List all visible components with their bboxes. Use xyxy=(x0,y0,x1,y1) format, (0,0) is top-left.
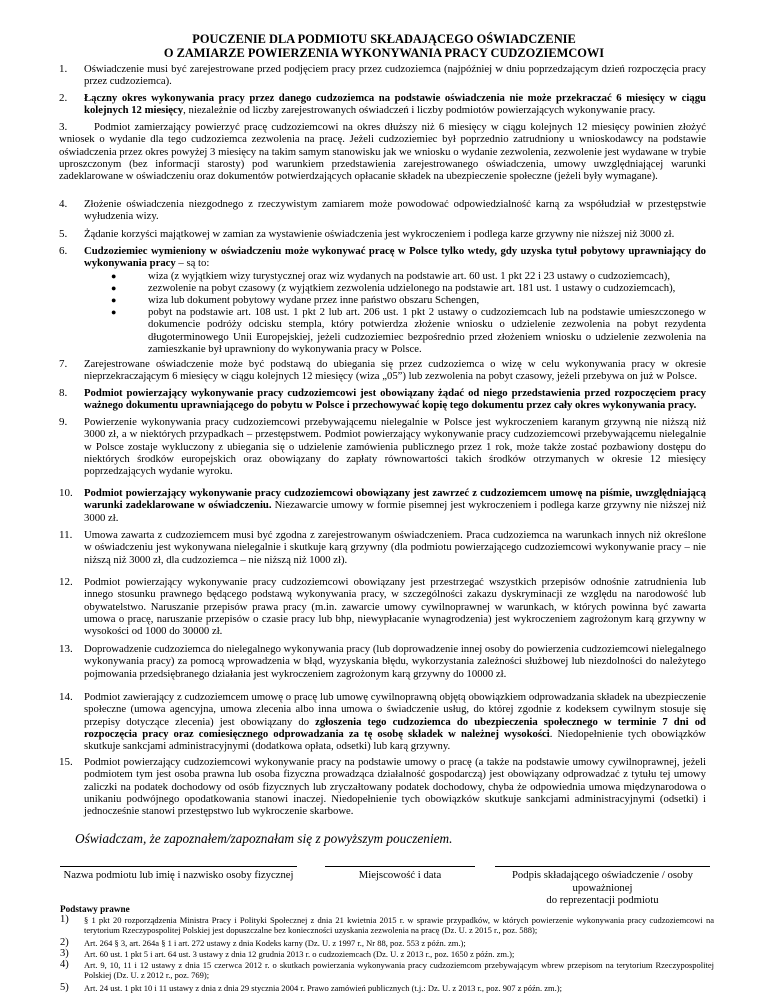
item-14-intro: Podmiot zawierający z cudzoziemcem umowę o pracę lub umowę cywilnoprawną objętą obowiązkiem odprowadzania składek na ubezpieczenie społeczne (umowa agencyjna, umowa zlecenia albo inna umowa o świadczenie usług, do której zgodnie z kodeksem cywilnym stosuje się przepisy dotyczące zlecenia) jest obowiązany do xyxy=(84,691,706,728)
bullet-3-icon: ● xyxy=(111,295,117,305)
item-number-5: 5. xyxy=(59,228,68,240)
legal-basis-heading: Podstawy prawne xyxy=(60,904,130,914)
item-15-text: Podmiot powierzający cudzoziemcowi wykonywanie pracy na podstawie umowy o pracę (a także na podstawie umowy cywilnoprawnej, jeżeli podmiotem tym jest osoba prawna lub osoba fizyczna prowadząca działalność gospodarczą) jest obowiązany odprowadzać z tytułu tej umowy zaliczki na podatek dochodowy od osób fizycznych lub zryczałtowany podatek dochodowy, chyba że odpowiednia umowa międzynarodowa o unikaniu podwójnego opodatkowania stanowi inaczej. Niedopełnienie tych obowiązków skutkuje sankcjami administracyjnymi (odsetki) i jednocześnie stanowi przestępstwo lub wykroczenie skarbowe. xyxy=(84,756,706,818)
title-line-1: POUCZENIE DLA PODMIOTU SKŁADAJĄCEGO OŚWIADCZENIE xyxy=(192,32,576,46)
item-3-text: Podmiot zamierzający powierzyć pracę cudzoziemcowi na okres dłuższy niż 6 miesięcy w ciągu kolejnych 12 miesięcy powinien złożyć wniosek o wydanie dla tego cudzoziemca zezwolenia na pracę. Jeżeli cudzoziemiec był poprzednio zatrudniony u wnioskodawcy na podstawie oświadczenia przez okres powyżej 3 miesięcy na takim samym stanowisku jak we wniosku o wydanie zezwolenia, zezwolenie jest wydawane w trybie uproszczonym (bez informacji starosty) pod warunkiem przedstawienia zarejestrowanego oświadczenia, umowy uwzględniającej warunki zadeklarowane w oświadczeniu oraz dokumentów potwierdzających opłacanie składek na ubezpieczenie społeczne (jeżeli były wymagane). xyxy=(59,121,706,183)
footnote-number-2: 2) xyxy=(60,937,69,948)
item-number-10: 10. xyxy=(59,487,73,499)
item-14-bold: zgłoszenia tego cudzoziemca do ubezpieczenia społecznego w terminie 7 dni od rozpoczęcia pracy oraz comiesięcznego odprowadzania za tę osobę składek w należnej wysokości xyxy=(84,715,706,740)
item-number-2: 2. xyxy=(59,92,68,104)
item-10-rest: Niezawarcie umowy w formie pisemnej jest wykroczeniem i podlega karze grzywny nie niższej niż 3000 zł. xyxy=(84,499,706,524)
footnote-3: Art. 60 ust. 1 pkt 5 i art. 64 ust. 3 ustawy z dnia 12 grudnia 2013 r. o cudzoziemcach (Dz. U. z 2013 r., poz. 1650 z późn. zm.); xyxy=(84,949,515,959)
footnote-number-3: 3) xyxy=(60,948,69,959)
item-7-text: Zarejestrowane oświadczenie może być podstawą do ubiegania się przez cudzoziemca o wizę w celu wykonywania pracy w okresie nieprzekraczającym 6 miesięcy w ciągu kolejnych 12 miesięcy (wiza „05”) lub zezwolenia na pobyt czasowy, jeżeli przebywa on już w Polsce. xyxy=(84,358,706,383)
item-12-text: Podmiot powierzający wykonywanie pracy cudzoziemcowi obowiązany jest przestrzegać wszystkich przepisów odnośnie zatrudnienia lub innego stosunku prawnego będącego podstawą wykonywania pracy, w szczególności zakazu dyskryminacji ze względu na narodowość lub obywatelstwo. Naruszanie przepisów prawa pracy (m.in. zawarcie umowy cywilnoprawnej w warunkach, w których powinna być zawarta umowa o pracę, naruszanie przepisów o czasie pracy lub bhp, niewypłacanie wynagrodzenia) jest wykroczeniem zagrożonym karą grzywny w wysokości od 1000 do 30000 zł. xyxy=(84,576,706,638)
item-6-rest: – są to: xyxy=(175,257,210,270)
footnote-number-1: 1) xyxy=(60,914,69,925)
item-number-9: 9. xyxy=(59,416,68,428)
declaration-text: Oświadczam, że zapoznałem/zapoznałam się z powyższym pouczeniem. xyxy=(75,831,453,846)
item-14-text xyxy=(84,691,706,752)
item-4-text: Złożenie oświadczenia niezgodnego z rzeczywistym zamiarem może powodować odpowiedzialność karną za współudział w przestępstwie wyłudzenia wizy. xyxy=(84,198,706,223)
item-8-text: Podmiot powierzający wykonywanie pracy cudzoziemcowi jest obowiązany żądać od niego przedstawienia przed rozpoczęciem pracy ważnego dokumentu uprawniającego do pobytu w Polsce i przechowywać kopię tego dokumentu przez cały okres wykonywania pracy. xyxy=(84,387,706,412)
item-2-text xyxy=(84,92,706,117)
bullet-4-text: pobyt na podstawie art. 108 ust. 1 pkt 2 lub art. 206 ust. 1 pkt 2 ustawy o cudzoziemcach lub na podstawie umieszczonego w dokumencie podróży odcisku stempla, który potwierdza złożenie wniosku o udzielenie zezwolenia na pobyt rezydenta długoterminowego Unii Europejskiej, jeżeli cudzoziemiec bezpośrednio przed złożeniem wniosku o udzielenie zezwolenia na zamieszkanie był uprawniony do wykonywania pracy w Polsce. xyxy=(148,306,706,355)
footnote-2: Art. 264 § 3, art. 264a § 1 i art. 272 ustawy z dnia Kodeks karny (Dz. U. z 1997 r., Nr 88, poz. 553 z późn. zm.); xyxy=(84,938,466,948)
item-number-15: 15. xyxy=(59,756,73,768)
bullet-3-text: wiza lub dokument pobytowy wydane przez inne państwo obszaru Schengen, xyxy=(148,294,480,306)
item-number-7: 7. xyxy=(59,358,68,370)
caption-place-date: Miejscowość i data xyxy=(358,869,442,881)
footnote-1: § 1 pkt 20 rozporządzenia Ministra Pracy i Polityki Społecznej z dnia 21 kwietnia 2015 r. w sprawie przypadków, w których powierzenie wykonywania pracy cudzoziemcowi na terytorium Rzeczypospolitej Polskiej jest dopuszczalne bez konieczności uzyskania zezwolenia na pracę (Dz. U. z 2015 r., poz. 588); xyxy=(84,915,714,936)
item-number-4: 4. xyxy=(59,198,68,210)
item-number-13: 13. xyxy=(59,643,73,655)
item-5-text: Żądanie korzyści majątkowej w zamian za wystawienie oświadczenia jest wykroczeniem i podlega karze grzywny nie niższej niż 3000 zł. xyxy=(84,228,675,240)
signature-line-name[interactable] xyxy=(60,866,297,867)
bullet-1-text: wiza (z wyjątkiem wizy turystycznej oraz wiz wydanych na podstawie art. 60 ust. 1 pkt 22 i 23 ustawy o cudzoziemcach), xyxy=(148,270,671,282)
footnote-number-5: 5) xyxy=(60,982,69,993)
item-2-rest: , niezależnie od liczby zarejestrowanych oświadczeń i liczby podmiotów powierzających wykonywanie pracy. xyxy=(183,104,656,117)
item-13-text: Doprowadzenie cudzoziemca do nielegalnego wykonywania pracy (lub doprowadzenie innej osoby do powierzenia cudzoziemcowi nielegalnego wykonywania pracy) za pomocą wprowadzenia w błąd, wyzyskania błędu, wykorzystania zależności służbowej lub niezdolności do należytego pojmowania przedsiębranego działania jest wykroczeniem zagrożonym karą grzywny do 10000 zł. xyxy=(84,643,706,680)
signature-line-signature[interactable] xyxy=(495,866,710,867)
bullet-4-icon: ● xyxy=(111,307,117,317)
item-number-14: 14. xyxy=(59,691,73,703)
bullet-2-text: zezwolenie na pobyt czasowy (z wyjątkiem zezwolenia udzielonego na podstawie art. 181 ust. 1 ustawy o cudzoziemcach), xyxy=(148,282,676,294)
item-1-text: Oświadczenie musi być zarejestrowane przed podjęciem pracy przez cudzoziemca (najpóźniej w dniu poprzedzającym dzień rozpoczęcia pracy przez cudzoziemca). xyxy=(84,63,706,88)
caption-signature xyxy=(485,869,720,907)
caption-name: Nazwa podmiotu lub imię i nazwisko osoby fizycznej xyxy=(63,869,294,881)
item-number-11: 11. xyxy=(59,529,73,541)
item-11-text: Umowa zawarta z cudzoziemcem musi być zgodna z zarejestrowanym oświadczeniem. Praca cudzoziemca na warunkach innych niż określone w oświadczeniu jest wykonywana nielegalnie i skutkuje karą grzywny (dla podmiotu powierzającego cudzoziemcowi wykonywanie pracy – nie niższą niż 3000 zł, dla cudzoziemca – nie niższą niż 1000 zł). xyxy=(84,529,706,566)
bullet-2-icon: ● xyxy=(111,283,117,293)
item-9-text: Powierzenie wykonywania pracy cudzoziemcowi przebywającemu nielegalnie w Polsce jest wykroczeniem karanym grzywną nie niższą niż 3000 zł, a w niektórych przypadkach – przestępstwem. Podmiot powierzający wykonywanie pracy cudzoziemcowi przebywającemu nielegalnie w Polsce zostaje wykluczony z ubiegania się o udzielenie zamówienia publicznego przez 1 rok, może także zostać pozbawiony dostępu do niektórych środków europejskich oraz obowiązany do zapłaty równowartości takich środków otrzymanych w okresie 12 miesięcy poprzedzających wydanie wyroku. xyxy=(84,416,706,478)
footnote-4: Art. 9, 10, 11 i 12 ustawy z dnia 15 czerwca 2012 r. o skutkach powierzania wykonywania pracy cudzoziemcom przebywającym wbrew przepisom na terytorium Rzeczypospolitej Polskiej (Dz. U. z 2012 r., poz. 769); xyxy=(84,960,714,981)
item-number-6: 6. xyxy=(59,245,68,257)
signature-line-place-date[interactable] xyxy=(325,866,475,867)
footnote-number-4: 4) xyxy=(60,959,69,970)
item-6-text xyxy=(84,245,706,270)
item-6-bold: Cudzoziemiec wymieniony w oświadczeniu może wykonywać pracę w Polsce tylko wtedy, gdy uzyska tytuł pobytowy uprawniający do wykonywania pracy xyxy=(84,245,706,270)
item-10-bold: Podmiot powierzający wykonywanie pracy cudzoziemcowi obowiązany jest zawrzeć z cudzoziemcem umowę na piśmie, uwzględniającą warunki zadeklarowane w oświadczeniu. xyxy=(84,487,706,512)
item-10-text xyxy=(84,487,706,524)
footnote-5: Art. 24 ust. 1 pkt 10 i 11 ustawy z dnia z dnia 29 stycznia 2004 r. Prawo zamówień publicznych (t.j.: Dz. U. z 2013 r., poz. 907 z późn. zm.); xyxy=(84,983,562,993)
item-number-8: 8. xyxy=(59,387,68,399)
item-number-3: 3. xyxy=(59,121,68,133)
item-2-bold: Łączny okres wykonywania pracy przez danego cudzoziemca na podstawie oświadczenia nie może przekraczać 6 miesięcy w ciągu kolejnych 12 miesięcy xyxy=(84,92,706,117)
bullet-1-icon: ● xyxy=(111,271,117,281)
item-14-rest: . Niedopełnienie tych obowiązków skutkuje sankcjami administracyjnymi (dodatkowa opłata, odsetki) lub karą grzywny. xyxy=(84,727,706,753)
item-number-1: 1. xyxy=(59,63,68,75)
caption-signature-line2: do reprezentacji podmiotu xyxy=(546,894,659,906)
caption-signature-line1: Podpis składającego oświadczenie / osoby upoważnionej xyxy=(511,869,694,894)
item-number-12: 12. xyxy=(59,576,73,588)
title-line-2: O ZAMIARZE POWIERZENIA WYKONYWANIA PRACY CUDZOZIEMCOWI xyxy=(163,46,605,60)
